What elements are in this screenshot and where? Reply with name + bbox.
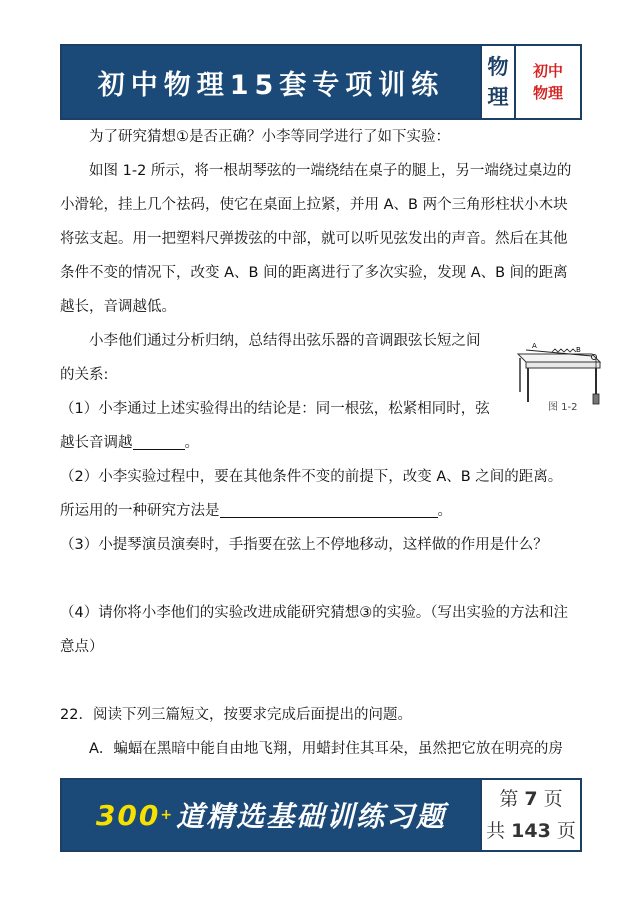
header-subject-bottom: 理: [487, 85, 509, 109]
question-3: （3）小提琴演员演奏时，手指要在弦上不停地移动，这样做的作用是什么？: [60, 537, 548, 553]
header-badge-bottom: 物理: [532, 84, 563, 102]
question-1-line-2: [60, 426, 585, 460]
header-title: 初中物理15套专项训练: [62, 46, 480, 118]
page-indicator: [480, 780, 580, 850]
header-badge-top: 初中: [532, 62, 563, 80]
footer-plus: +: [160, 807, 175, 823]
page-footer: [60, 778, 582, 852]
string-vibration: [552, 349, 576, 352]
para2-line-2: 的关系:: [60, 367, 109, 383]
question-1-suffix: 。: [184, 435, 199, 451]
point-a-label: A: [532, 342, 537, 350]
question-1-line-1: （1）小李通过上述实验得出的结论是：同一根弦，松紧相同时，弦: [60, 401, 490, 417]
table-edge: [526, 362, 600, 368]
question-4-line-1: （4）请你将小李他们的实验改进成能研究猜想③的实验。（写出实验的方法和注: [60, 605, 568, 621]
question-22: 22．阅读下列三篇短文，按要求完成后面提出的问题。: [60, 707, 412, 723]
question-2-line-1: （2）小李实验过程中，要在其他条件不变的前提下，改变 A、B 之间的距离。: [60, 469, 563, 485]
answer-space-4: [60, 664, 585, 698]
header-subject: [480, 46, 516, 118]
question-22-a: A．蝙蝠在黑暗中能自由地飞翔，用蜡封住其耳朵，虽然把它放在明亮的房: [89, 741, 563, 757]
page-header: [60, 44, 582, 120]
answer-space-3: [60, 562, 585, 596]
para1-line-4: 条件不变的情况下，改变 A、B 间的距离进行了多次实验，发现 A、B 间的距离: [60, 265, 568, 281]
para1-line-2: 小滑轮，挂上几个祛码，使它在桌面上拉紧，并用 A、B 两个三角形柱状小木块: [60, 197, 568, 213]
current-page-number: 7: [524, 788, 538, 810]
figure-caption: 图 1-2: [548, 402, 578, 413]
header-subject-top: 物: [487, 55, 509, 79]
document-body: [60, 120, 585, 766]
footer-title: [62, 780, 480, 850]
footer-text: 道精选基础训练习题: [176, 800, 447, 833]
question-2-line-2: [60, 494, 585, 528]
question-2-suffix: 。: [437, 503, 452, 519]
para1-line-5: 越长，音调越低。: [60, 299, 176, 315]
current-page: 第 7 页: [499, 788, 563, 810]
intro-text: 为了研究猜想①是否正确？小李等同学进行了如下实验：: [89, 129, 450, 145]
answer-blank-1[interactable]: [133, 431, 185, 450]
total-pages: 共 143 页: [486, 820, 576, 842]
weight: [593, 394, 599, 404]
para1-line-1: 如图 1-2 所示，将一根胡琴弦的一端绕结在桌子的腿上，另一端绕过桌边的: [89, 163, 572, 179]
point-b-label: B: [576, 346, 581, 354]
para1-line-3: 将弦支起。用一把塑料尺弹拨弦的中部，就可以听见弦发出的声音。然后在其他: [60, 231, 568, 247]
question-4-line-2: 意点）: [60, 639, 104, 655]
question-1-prefix: 越长音调越: [60, 435, 133, 451]
footer-number: 300: [95, 798, 161, 832]
header-badge: [516, 46, 580, 118]
question-2-prefix: 所运用的一种研究方法是: [60, 503, 220, 519]
answer-blank-2[interactable]: [220, 499, 438, 518]
para2-line-1: 小李他们通过分析归纳，总结得出弦乐器的音调跟弦长短之间: [89, 333, 481, 349]
total-page-number: 143: [511, 820, 551, 842]
